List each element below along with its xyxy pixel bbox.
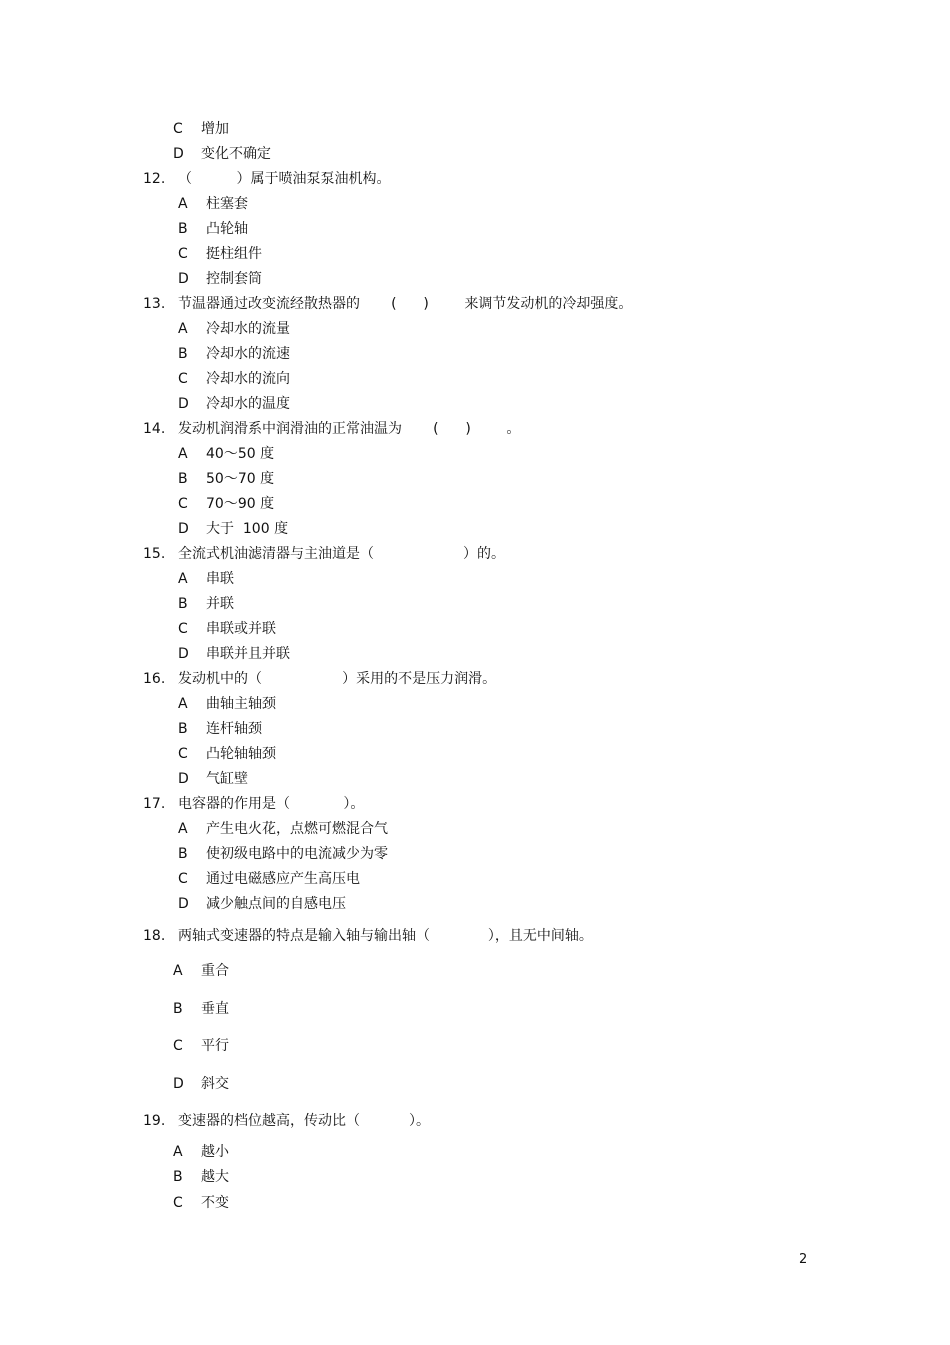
- option-letter: A: [178, 696, 188, 712]
- question-number: 19.: [143, 1113, 166, 1129]
- option-letter: D: [178, 646, 189, 662]
- option-text: 凸轮轴: [206, 221, 248, 237]
- option-letter: C: [173, 1038, 183, 1054]
- option-letter: B: [178, 846, 188, 862]
- option-letter: D: [173, 1076, 184, 1092]
- option-letter: C: [178, 746, 188, 762]
- option-letter: A: [173, 963, 183, 979]
- option-text: 斜交: [201, 1076, 229, 1092]
- option-letter: C: [178, 371, 188, 387]
- option-text: 产生电火花，点燃可燃混合气: [206, 821, 388, 837]
- option-letter: A: [178, 196, 188, 212]
- option-text: 连杆轴颈: [206, 721, 262, 737]
- option-text: 减少触点间的自感电压: [206, 896, 346, 912]
- option-text: 通过电磁感应产生高压电: [206, 871, 360, 887]
- option-text: 挺柱组件: [206, 246, 262, 262]
- question-number: 18.: [143, 928, 166, 944]
- question-text: 变速器的档位越高，传动比（ ）。: [178, 1113, 430, 1129]
- question-number: 13.: [143, 296, 166, 312]
- option-letter: A: [178, 446, 188, 462]
- option-letter: D: [178, 771, 189, 787]
- option-letter: C: [173, 121, 183, 137]
- option-letter: B: [178, 221, 188, 237]
- option-text: 冷却水的温度: [206, 396, 290, 412]
- question-text: 全流式机油滤清器与主油道是（ ）的。: [178, 546, 506, 562]
- option-text: 重合: [201, 963, 229, 979]
- option-text: 冷却水的流向: [206, 371, 290, 387]
- option-text: 50～70 度: [206, 471, 275, 487]
- option-letter: D: [178, 271, 189, 287]
- option-text: 70～90 度: [206, 496, 275, 512]
- option-letter: A: [178, 571, 188, 587]
- option-letter: C: [178, 621, 188, 637]
- page-number: 2: [799, 1252, 808, 1267]
- option-letter: D: [178, 396, 189, 412]
- question-number: 16.: [143, 671, 166, 687]
- option-letter: B: [173, 1001, 183, 1017]
- question-text: 电容器的作用是（ ）。: [178, 796, 365, 812]
- option-text: 不变: [201, 1195, 229, 1211]
- option-text: 并联: [206, 596, 234, 612]
- option-letter: C: [178, 246, 188, 262]
- question-text: 两轴式变速器的特点是输入轴与输出轴（ ），且无中间轴。: [178, 928, 593, 944]
- option-letter: B: [173, 1169, 183, 1185]
- option-text: 垂直: [201, 1001, 229, 1017]
- option-text: 气缸壁: [206, 771, 248, 787]
- option-text: 变化不确定: [201, 146, 271, 162]
- question-text: 发动机中的（ ）采用的不是压力润滑。: [178, 671, 497, 687]
- question-text: 发动机润滑系中润滑油的正常油温为 ( ) 。: [178, 421, 521, 437]
- option-text: 串联并且并联: [206, 646, 290, 662]
- option-letter: C: [178, 871, 188, 887]
- option-text: 40～50 度: [206, 446, 275, 462]
- option-text: 控制套筒: [206, 271, 262, 287]
- option-letter: B: [178, 346, 188, 362]
- question-number: 12.: [143, 171, 166, 187]
- option-letter: B: [178, 471, 188, 487]
- option-letter: B: [178, 721, 188, 737]
- option-letter: D: [173, 146, 184, 162]
- option-letter: C: [178, 496, 188, 512]
- option-letter: A: [178, 321, 188, 337]
- option-text: 越小: [201, 1144, 229, 1160]
- option-text: 串联: [206, 571, 234, 587]
- question-text: （ ）属于喷油泵泵油机构。: [178, 171, 391, 187]
- question-number: 15.: [143, 546, 166, 562]
- option-letter: A: [173, 1144, 183, 1160]
- option-text: 冷却水的流速: [206, 346, 290, 362]
- option-text: 串联或并联: [206, 621, 276, 637]
- option-text: 增加: [201, 121, 229, 137]
- question-number: 17.: [143, 796, 166, 812]
- option-letter: D: [178, 896, 189, 912]
- option-text: 平行: [201, 1038, 229, 1054]
- option-text: 柱塞套: [206, 196, 248, 212]
- option-text: 曲轴主轴颈: [206, 696, 276, 712]
- option-letter: B: [178, 596, 188, 612]
- option-text: 凸轮轴轴颈: [206, 746, 276, 762]
- question-number: 14.: [143, 421, 166, 437]
- question-text: 节温器通过改变流经散热器的 ( ) 来调节发动机的冷却强度。: [178, 296, 633, 312]
- option-letter: C: [173, 1195, 183, 1211]
- option-letter: D: [178, 521, 189, 537]
- option-text: 越大: [201, 1169, 229, 1185]
- option-text: 大于 100 度: [206, 521, 289, 537]
- option-text: 冷却水的流量: [206, 321, 290, 337]
- option-letter: A: [178, 821, 188, 837]
- option-text: 使初级电路中的电流减少为零: [206, 846, 388, 862]
